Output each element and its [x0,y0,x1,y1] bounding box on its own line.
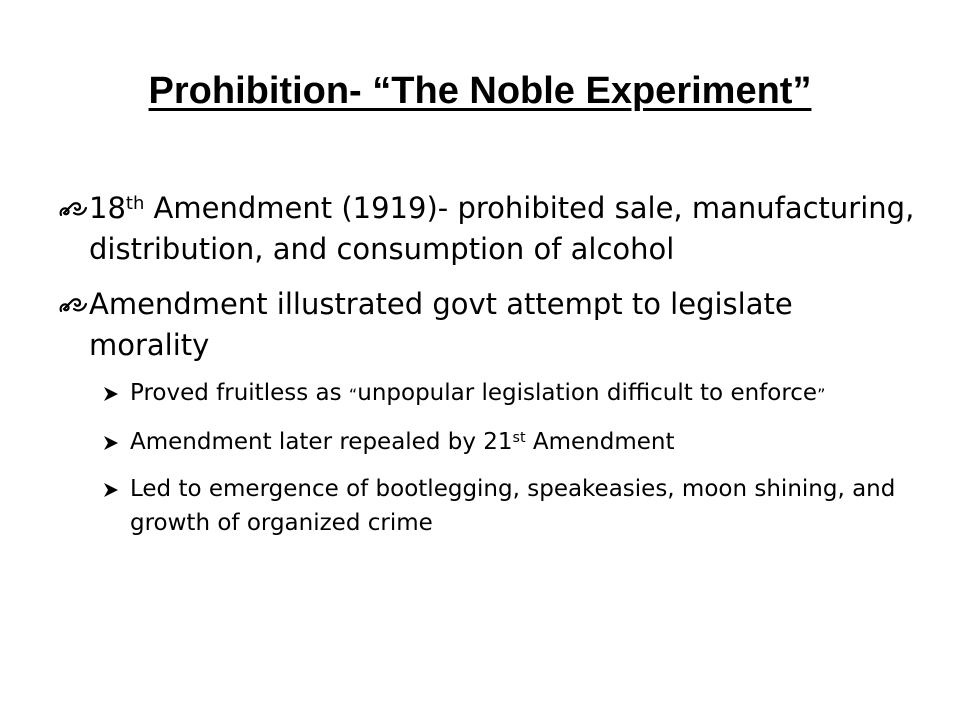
bullet-item [58,284,918,366]
sub-bullet-item [102,425,918,459]
arrowhead-icon [102,481,120,499]
ordinal-suffix: st [512,429,526,446]
sub-bullet-text-post: Amendment [525,429,675,455]
sub-bullet-item [102,472,918,540]
bullet-item [58,188,918,270]
quoted-text: unpopular legislation difficult to enforce [357,380,818,406]
sub-bullet-text: Led to emergence of bootlegging, speakeasies, moon shining, and growth of organized crime [130,476,896,536]
arrowhead-icon [102,385,120,403]
bullet-text-pre: 18 [89,191,126,225]
bullet-text: Amendment illustrated govt attempt to legislate morality [89,287,793,362]
close-quote: ” [817,385,826,404]
sub-bullet-text-pre: Amendment later repealed by 21 [130,429,513,455]
sub-bullet-text-pre: Proved fruitless as [130,380,349,406]
ordinal-suffix: th [125,193,145,215]
arrowhead-icon [102,434,120,452]
open-quote: “ [348,385,358,404]
sub-bullet-item [102,376,918,412]
bullet-list [58,188,918,553]
bullet-text-post: Amendment (1919)- prohibited sale, manufacturing, distribution, and consumption of alcohol [89,191,915,266]
scroll-swirl-icon [58,198,88,220]
scroll-swirl-icon [58,294,88,316]
slide-title: Prohibition- “The Noble Experiment” [148,70,812,112]
